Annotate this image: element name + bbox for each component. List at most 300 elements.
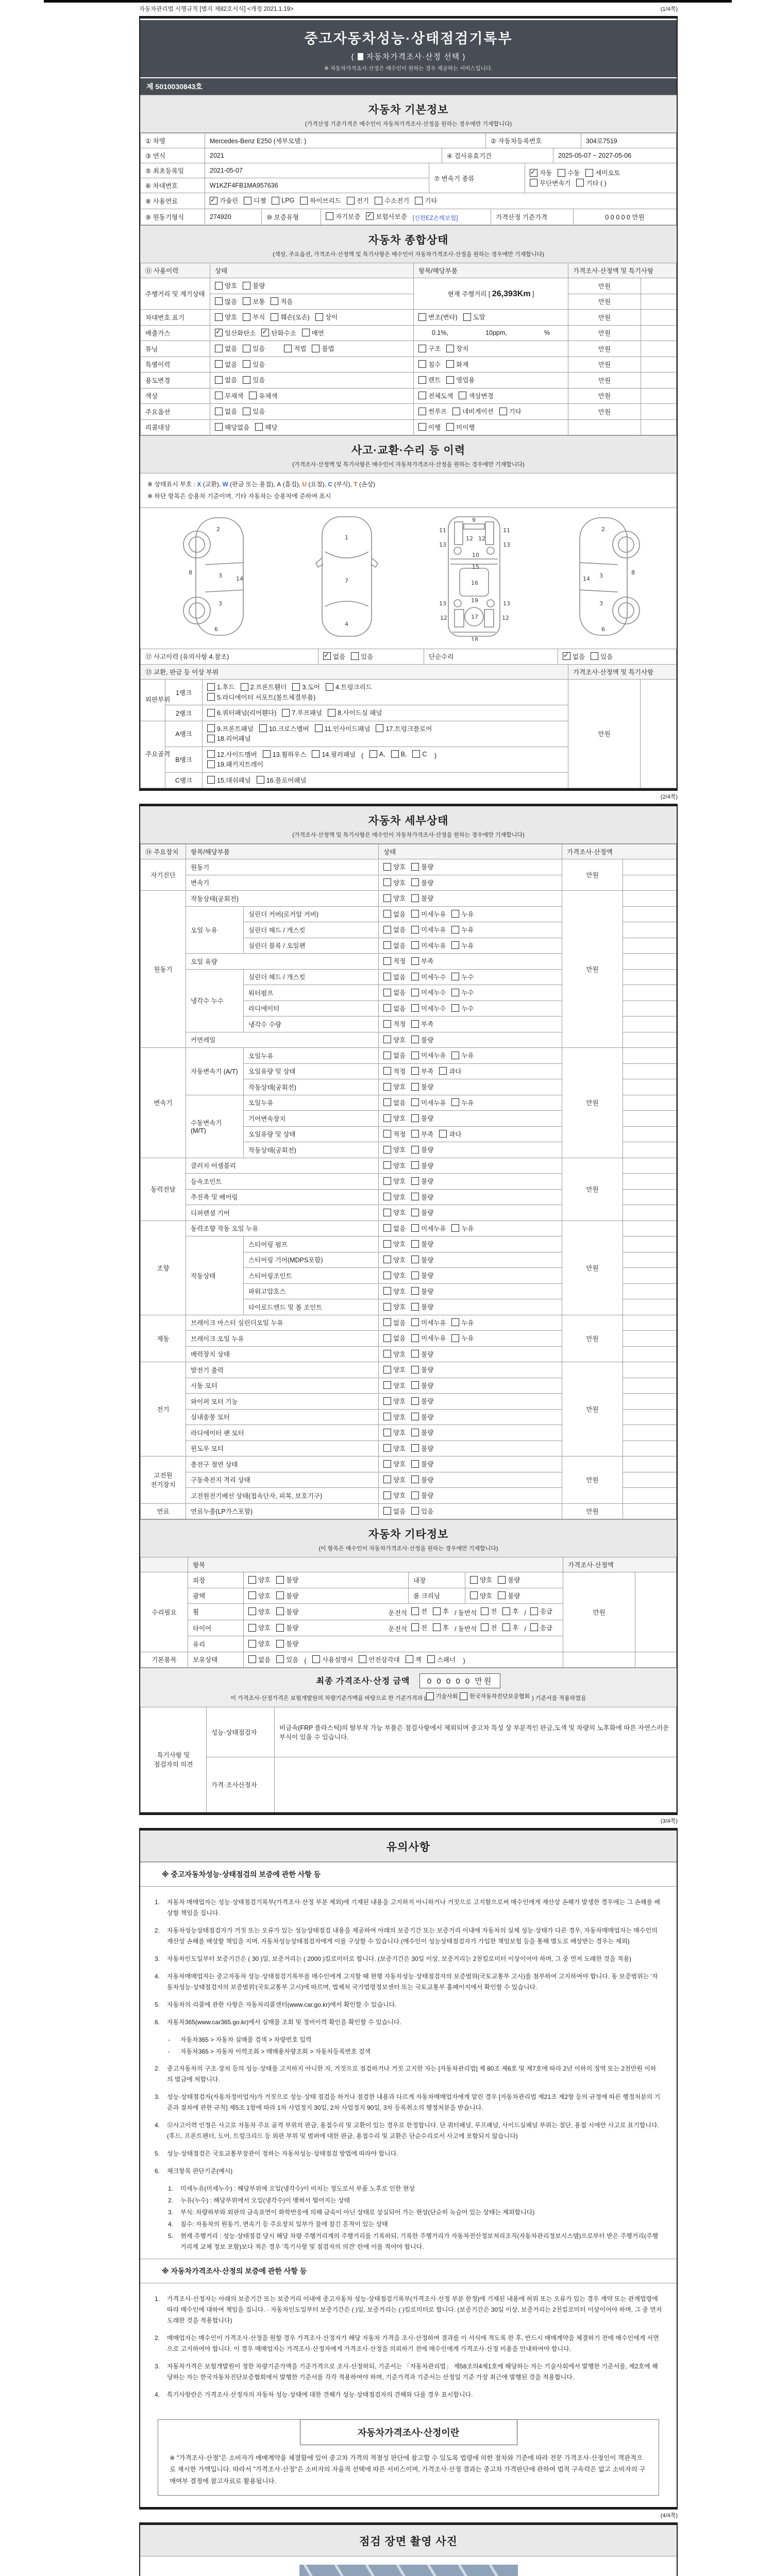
checkbox-양호[interactable]: 양호 bbox=[383, 1270, 406, 1280]
checkbox-수동[interactable]: 수동 bbox=[558, 168, 580, 177]
checkbox-잭[interactable]: 잭 bbox=[406, 1655, 422, 1664]
inline-text: [신한EZ손해보험] bbox=[412, 215, 458, 222]
checkbox-전[interactable]: 전 bbox=[411, 1606, 427, 1616]
rank-label: A랭크 bbox=[165, 721, 203, 747]
checkbox-양호[interactable]: 양호 bbox=[470, 1575, 492, 1584]
checkbox-불량[interactable]: 불량 bbox=[411, 1286, 433, 1296]
notes-cell bbox=[623, 891, 677, 907]
checkbox-후[interactable]: 후 bbox=[433, 1606, 449, 1616]
checkbox-적정[interactable]: 적정 bbox=[383, 1129, 406, 1139]
info-box-title: 자동차가격조사·산정이란 bbox=[300, 2419, 517, 2445]
column-header: ⑭ 주요장치 bbox=[141, 844, 186, 859]
notice-item-number: 2. bbox=[155, 2064, 160, 2072]
checkbox-box-icon bbox=[282, 709, 290, 717]
checkbox-양호[interactable]: 양호 bbox=[383, 1444, 406, 1453]
checkbox-box-icon bbox=[383, 863, 391, 871]
checkbox-양호[interactable]: 양호 bbox=[383, 1035, 406, 1044]
basic-info-row2 bbox=[140, 148, 677, 163]
subgroup-label: 작동상태 bbox=[186, 1236, 244, 1315]
item-label: 작동상태(공회전) bbox=[244, 1142, 379, 1158]
car-name-value: Mercedes-Benz E250 (세부모델: ) bbox=[205, 133, 486, 148]
checkbox-부족[interactable]: 부족 bbox=[411, 1066, 433, 1076]
checkbox-기술사회[interactable]: 기술사회 bbox=[426, 1692, 458, 1700]
report-title: 중고자동차성능·상태점검기록부 bbox=[304, 31, 513, 46]
checkbox-12.사이드멤버[interactable]: 12.사이드멤버 bbox=[207, 750, 257, 759]
checkbox-불량[interactable]: 불량 bbox=[411, 1255, 433, 1264]
checkbox-없음[interactable]: 없음 bbox=[215, 375, 237, 384]
basic-info-row34 bbox=[140, 163, 677, 193]
checkbox-이행[interactable]: 이행 bbox=[418, 422, 441, 432]
checkbox-box-icon bbox=[576, 179, 584, 187]
checkbox-없음[interactable]: 없음 bbox=[383, 925, 406, 934]
checkbox-일산화탄소[interactable]: ✓ 일산화탄소 bbox=[215, 328, 256, 337]
checkbox-없음[interactable]: ✓ 없음 bbox=[563, 652, 585, 661]
notes-cell bbox=[623, 1488, 677, 1504]
checkbox-누유[interactable]: 누유 bbox=[451, 941, 474, 950]
checkbox-box-icon bbox=[383, 1224, 391, 1232]
checkbox-탄화수소[interactable]: ✓ 탄화수소 bbox=[261, 328, 296, 337]
checkbox-양호[interactable]: 양호 bbox=[383, 1286, 406, 1296]
notice-subitem-number: 4. bbox=[168, 2220, 174, 2228]
checkbox-응급[interactable]: 응급 bbox=[530, 1606, 552, 1616]
checkbox-누수[interactable]: 누수 bbox=[451, 988, 474, 997]
checkbox-불량[interactable]: 불량 bbox=[411, 1035, 433, 1044]
checkbox-불량[interactable]: 불량 bbox=[411, 1412, 433, 1421]
checkbox-전[interactable]: 전 bbox=[411, 1623, 427, 1632]
checkbox-미세누수[interactable]: 미세누수 bbox=[411, 1004, 446, 1013]
checkbox-미세누유[interactable]: 미세누유 bbox=[411, 925, 446, 934]
checkbox-양호[interactable]: 양호 bbox=[383, 1365, 406, 1374]
checkbox-적정[interactable]: 적정 bbox=[383, 956, 406, 965]
title-banner bbox=[140, 19, 677, 77]
state-cell bbox=[210, 294, 414, 310]
table-row bbox=[141, 859, 677, 875]
row-label: 리콜대상 bbox=[141, 419, 210, 435]
checkbox-양호[interactable]: 양호 bbox=[383, 1082, 406, 1091]
checkbox-양호[interactable]: 양호 bbox=[383, 1381, 406, 1390]
checkbox-매연[interactable]: 매연 bbox=[302, 328, 324, 337]
car-top-view bbox=[316, 517, 378, 636]
checkbox-있음[interactable]: 있음 bbox=[591, 652, 613, 661]
checkbox-box-icon bbox=[326, 683, 333, 691]
checkbox-box-icon bbox=[383, 1004, 391, 1012]
checkbox-화재[interactable]: 화재 bbox=[446, 360, 468, 369]
checkbox-1.후드[interactable]: 1.후드 bbox=[207, 682, 235, 691]
checkbox-누유[interactable]: 누유 bbox=[451, 909, 474, 919]
checkbox-없음[interactable]: ✓ 없음 bbox=[323, 652, 345, 661]
checkbox-17.트렁크플로어[interactable]: 17.트렁크플로어 bbox=[376, 724, 432, 733]
checkbox-box-icon bbox=[375, 197, 382, 205]
checkbox-영업용[interactable]: 영업용 bbox=[446, 375, 475, 384]
checkbox-가솔린[interactable]: ✓ 가솔린 bbox=[210, 196, 238, 205]
checkbox-기타 ( )[interactable]: 기타 ( ) bbox=[576, 178, 606, 188]
basic-info-row6 bbox=[140, 209, 677, 226]
checkbox-불량[interactable]: 불량 bbox=[411, 1381, 433, 1390]
checkbox-부족[interactable]: 부족 bbox=[411, 1019, 433, 1028]
checkbox-box-icon bbox=[411, 1224, 419, 1232]
checkbox-불법[interactable]: 불법 bbox=[312, 344, 334, 353]
checkbox-양호[interactable]: 양호 bbox=[383, 1490, 406, 1500]
checkbox-한국자동차진단보증협회[interactable]: 한국자동차진단보증협회 bbox=[460, 1692, 530, 1700]
checkbox-자동[interactable]: ✓ 자동 bbox=[530, 168, 552, 177]
checkbox-14.필러패널[interactable]: 14.필러패널 bbox=[312, 750, 356, 759]
checkbox-보험사보증[interactable]: ✓ 보험사보증 bbox=[366, 212, 407, 221]
checkbox-box-icon bbox=[383, 1098, 391, 1106]
checkbox-양호[interactable]: 양호 bbox=[383, 1176, 406, 1185]
checkbox-양호[interactable]: 양호 bbox=[248, 1575, 271, 1584]
table-row bbox=[141, 680, 677, 705]
checkbox-9.프론트패널[interactable]: 9.프론트패널 bbox=[207, 724, 254, 733]
checkbox-box-icon bbox=[383, 957, 391, 965]
checkbox-누유[interactable]: 누유 bbox=[451, 1333, 474, 1343]
checkbox-불량[interactable]: 불량 bbox=[411, 1349, 433, 1359]
checkbox-있음[interactable]: 있음 bbox=[276, 1655, 298, 1664]
engine-type-value: 274920 bbox=[205, 209, 262, 225]
checkbox-누유[interactable]: 누유 bbox=[451, 925, 474, 934]
state-cell bbox=[379, 1362, 562, 1378]
checkbox-해당없음[interactable]: 해당없음 bbox=[215, 422, 249, 432]
checkbox-유채색[interactable]: 유채색 bbox=[249, 391, 277, 400]
checkbox-box-icon bbox=[446, 360, 454, 368]
warranty-options bbox=[321, 209, 491, 225]
checkbox-양호[interactable]: 양호 bbox=[383, 1239, 406, 1248]
info-box-text: ※ "가격조사·산정"은 소비자가 매매계약을 체결함에 있어 중고차 가격의 적절성 판단에 참고할 수 있도록 법령에 의한 절차와 기준에 따라 전문 가격조사·산정인이 객관적으로 제시한 가액입니다. 따라서 "가격조사·산정"은 소비자의 자율적 선택에 따른 서비스이며, 가격조사·산정 결과는 중고차 가격판단에 관하여 법적 구속력은 없고 소비자의 구매여부 결정에 참고자료로 활용됩니다. bbox=[170, 2454, 646, 2485]
checkbox-양호[interactable]: 양호 bbox=[383, 1459, 406, 1468]
checkbox-box-icon bbox=[451, 1098, 459, 1106]
checkbox-있음[interactable]: 있음 bbox=[351, 652, 373, 661]
checkbox-불량[interactable]: 불량 bbox=[411, 862, 433, 871]
checkbox-과다[interactable]: 과다 bbox=[439, 1129, 461, 1139]
checkbox-불량[interactable]: 불량 bbox=[498, 1575, 520, 1584]
checkbox-미세누유[interactable]: 미세누유 bbox=[411, 1050, 446, 1060]
checkbox-box-icon bbox=[383, 1334, 391, 1342]
checkbox-적정[interactable]: 적정 bbox=[383, 1066, 406, 1076]
checkbox-불량[interactable]: 불량 bbox=[411, 1176, 433, 1185]
checkbox-미이행[interactable]: 미이행 bbox=[446, 422, 475, 432]
checkbox-누유[interactable]: 누유 bbox=[451, 1318, 474, 1327]
price-cell: 만원 bbox=[568, 278, 641, 294]
checkbox-적음[interactable]: 적음 bbox=[271, 297, 293, 306]
checkbox-불량[interactable]: 불량 bbox=[276, 1639, 298, 1648]
checkbox-양호[interactable]: 양호 bbox=[248, 1623, 271, 1632]
notice-item-number: 2. bbox=[155, 2334, 160, 2342]
checkbox-부식[interactable]: 부식 bbox=[243, 312, 265, 321]
checkbox-보통[interactable]: 보통 bbox=[243, 297, 265, 306]
checkbox-양호[interactable]: 양호 bbox=[383, 1349, 406, 1359]
checkbox-box-icon bbox=[243, 282, 250, 290]
checkbox-양호[interactable]: 양호 bbox=[383, 1113, 406, 1123]
checkbox-전[interactable]: 전 bbox=[481, 1623, 497, 1632]
notice-item-number: 2. bbox=[155, 1926, 160, 1934]
checkbox-불량[interactable]: 불량 bbox=[411, 1444, 433, 1453]
checkbox-적정[interactable]: 적정 bbox=[383, 1019, 406, 1028]
checkbox-없음[interactable]: 없음 bbox=[215, 406, 237, 416]
table-row bbox=[141, 325, 677, 341]
checkbox-수소전기[interactable]: 수소전기 bbox=[375, 196, 409, 205]
checkbox-불량[interactable]: 불량 bbox=[411, 1302, 433, 1311]
checkbox-없음[interactable]: 없음 bbox=[383, 1333, 406, 1343]
checkbox-없음[interactable]: 없음 bbox=[383, 1004, 406, 1013]
checkbox-box-icon bbox=[241, 683, 248, 691]
checkbox-불량[interactable]: 불량 bbox=[411, 1270, 433, 1280]
checkbox-5.라디에이터 서포트(볼트체결부품)[interactable]: 5.라디에이터 서포트(볼트체결부품) bbox=[207, 692, 315, 702]
checkbox-없음[interactable]: 없음 bbox=[383, 1224, 406, 1233]
checkbox-기타[interactable]: 기타 bbox=[415, 196, 437, 205]
checkbox-하이브리드[interactable]: 하이브리드 bbox=[300, 196, 341, 205]
checkbox-양호[interactable]: 양호 bbox=[383, 862, 406, 871]
checkbox-box-icon bbox=[411, 1476, 419, 1483]
checkbox-불량[interactable]: 불량 bbox=[411, 1428, 433, 1437]
checkbox-3.도어[interactable]: 3.도어 bbox=[292, 682, 320, 691]
checkbox-훼손(오손)[interactable]: 훼손(오손) bbox=[271, 312, 310, 321]
notice-item bbox=[155, 2361, 662, 2383]
checkbox-C[interactable]: C bbox=[412, 750, 427, 758]
svg-text:8: 8 bbox=[188, 569, 192, 576]
checkbox-썬루프[interactable]: 썬루프 bbox=[418, 406, 447, 416]
checkbox-불량[interactable]: 불량 bbox=[411, 1475, 433, 1484]
notes-cell bbox=[641, 294, 677, 310]
checkbox-미세누유[interactable]: 미세누유 bbox=[411, 909, 446, 919]
notice-item-number: 4. bbox=[155, 1972, 160, 1980]
checkbox-미세누수[interactable]: 미세누수 bbox=[411, 972, 446, 981]
checkbox-불량[interactable]: 불량 bbox=[276, 1623, 298, 1632]
price-cell: 만원 bbox=[562, 1048, 623, 1158]
checkbox-장치[interactable]: 장치 bbox=[446, 344, 468, 353]
checkbox-양호[interactable]: 양호 bbox=[215, 312, 237, 321]
checkbox-불량[interactable]: 불량 bbox=[243, 281, 265, 290]
basic-info-subtitle: (가격산정 기준가격은 매수인이 자동차가격조사·산정을 원하는 경우에만 기재합니다) bbox=[305, 121, 512, 127]
notes-cell bbox=[641, 341, 677, 357]
checkbox-없음[interactable]: 없음 bbox=[215, 344, 237, 353]
notice-subitem-number: - bbox=[168, 2047, 170, 2055]
checkbox-미세누수[interactable]: 미세누수 bbox=[411, 988, 446, 997]
state-code-desc: (판금 또는 용접), bbox=[230, 481, 277, 488]
row-label: 색상 bbox=[141, 388, 210, 404]
checkbox-양호[interactable]: 양호 bbox=[383, 1161, 406, 1170]
checkbox-후[interactable]: 후 bbox=[433, 1623, 449, 1632]
checkbox-양호[interactable]: 양호 bbox=[383, 1396, 406, 1405]
checkbox-부족[interactable]: 부족 bbox=[411, 956, 433, 965]
checkbox-없음[interactable]: 없음 bbox=[383, 909, 406, 919]
checkbox-B,[interactable]: B, bbox=[391, 750, 407, 758]
checkbox-13.휠하우스[interactable]: 13.휠하우스 bbox=[263, 750, 307, 759]
checkbox-불량[interactable]: 불량 bbox=[411, 1459, 433, 1468]
checkbox-box-icon bbox=[215, 282, 223, 290]
checkbox-box-icon bbox=[411, 1607, 419, 1615]
checkbox-있음[interactable]: 있음 bbox=[243, 406, 265, 416]
checkbox-15.대쉬패널[interactable]: 15.대쉬패널 bbox=[207, 775, 251, 785]
checkbox-box-icon bbox=[418, 360, 426, 368]
checkbox-불량[interactable]: 불량 bbox=[411, 1113, 433, 1123]
first-reg-label: ⑤ 최초등록일 bbox=[141, 163, 205, 178]
checkbox-불량[interactable]: 불량 bbox=[411, 1396, 433, 1405]
checkbox-양호[interactable]: 양호 bbox=[383, 1192, 406, 1201]
checkbox-누유[interactable]: 누유 bbox=[451, 1050, 474, 1060]
checkbox-양호[interactable]: 양호 bbox=[248, 1591, 271, 1600]
checkbox-미세누유[interactable]: 미세누유 bbox=[411, 1318, 446, 1327]
checkbox-스패너[interactable]: 스패너 bbox=[427, 1655, 456, 1664]
checkbox-침수[interactable]: 침수 bbox=[418, 360, 441, 369]
checkbox-16.플로어패널[interactable]: 16.플로어패널 bbox=[257, 775, 307, 785]
checkbox-도말[interactable]: 도말 bbox=[463, 312, 485, 321]
state-code-desc: (흠집), bbox=[282, 481, 303, 488]
checkbox-많음[interactable]: 많음 bbox=[215, 297, 237, 306]
checkbox-양호[interactable]: 양호 bbox=[383, 893, 406, 903]
checkbox-불량[interactable]: 불량 bbox=[411, 1161, 433, 1170]
checkbox-6.쿼터패널(리어휀다)[interactable]: 6.쿼터패널(리어휀다) bbox=[207, 708, 276, 717]
checkbox-있음[interactable]: 있음 bbox=[243, 344, 265, 353]
table-row bbox=[141, 1315, 677, 1331]
checkbox-없음[interactable]: 없음 bbox=[383, 988, 406, 997]
checkbox-있음[interactable]: 있음 bbox=[243, 360, 265, 369]
checkbox-불량[interactable]: 불량 bbox=[411, 1145, 433, 1154]
checkbox-누유[interactable]: 누유 bbox=[451, 1224, 474, 1233]
checkbox-누수[interactable]: 누수 bbox=[451, 972, 474, 981]
row-label: 배출가스 bbox=[141, 325, 210, 341]
state-cell bbox=[379, 1315, 562, 1331]
checkbox-8.사이드실 패널[interactable]: 8.사이드실 패널 bbox=[328, 708, 382, 717]
checkbox-양호[interactable]: 양호 bbox=[383, 1145, 406, 1154]
checkbox-사용설명서[interactable]: 사용설명서 bbox=[312, 1655, 353, 1664]
checkbox-불량[interactable]: 불량 bbox=[411, 1490, 433, 1500]
detail-state-table bbox=[140, 844, 677, 1519]
item-label: 동력조향 작동 오일 누유 bbox=[186, 1221, 379, 1236]
checkbox-전[interactable]: 전 bbox=[481, 1606, 497, 1616]
row-label: 주요옵션 bbox=[141, 404, 210, 420]
item-label: 와이퍼 모터 기능 bbox=[186, 1394, 379, 1410]
checkbox-없음[interactable]: 없음 bbox=[383, 1050, 406, 1060]
checkbox-양호[interactable]: 양호 bbox=[215, 281, 237, 290]
checkbox-없음[interactable]: 없음 bbox=[383, 1318, 406, 1327]
checkbox-양호[interactable]: 양호 bbox=[248, 1607, 271, 1616]
checkbox-불량[interactable]: 불량 bbox=[411, 1365, 433, 1374]
checkbox-불량[interactable]: 불량 bbox=[411, 1192, 433, 1201]
checkbox-해당[interactable]: 해당 bbox=[255, 422, 277, 432]
checkbox-불량[interactable]: 불량 bbox=[276, 1607, 298, 1616]
checkbox-변조(변타)[interactable]: 변조(변타) bbox=[418, 312, 458, 321]
checkbox-네비게이션[interactable]: 네비게이션 bbox=[452, 406, 493, 416]
checkbox-누수[interactable]: 누수 bbox=[451, 1004, 474, 1013]
vin-label: ⑥ 차대번호 bbox=[141, 178, 205, 193]
notice-item-text: 자동차 매매업자는 성능·상태점검기록부(가격조사·산정 부분 제외)에 기재된 내용을 고지하지 아니하거나 거짓으로 고지함으로써 매수인에게 재산상 손해가 발생한 경우에는 그 손해를 배상할 책임을 집니다. bbox=[167, 1898, 660, 1917]
checkbox-없음[interactable]: 없음 bbox=[248, 1655, 271, 1664]
item-label: 오일누유 bbox=[244, 1048, 379, 1064]
checkbox-box-icon bbox=[248, 1624, 256, 1632]
state-cell bbox=[379, 1236, 562, 1252]
checkbox-불량[interactable]: 불량 bbox=[411, 1082, 433, 1091]
notes-cell bbox=[623, 969, 677, 985]
table-row bbox=[141, 404, 677, 420]
checkbox-2.프론트휀더[interactable]: 2.프론트휀더 bbox=[241, 682, 287, 691]
checkbox-불량[interactable]: 불량 bbox=[411, 1208, 433, 1217]
notice-item-text: 매매업자는 매수인이 가격조사·산정을 원할 경우 가격조사·산정자가 해당 자동차 가격을 조사·산정하여 결과를 이 서식에 적도록 한 후, 반드시 매매계약을 체결하기 전에 매수인에게 서면으로 고지하여야 합니다. 이 경우 매매업자는 가격조사·산정자에게 가격조사·산정을 의뢰하기 전에 매수인에게 가격조사·산정 비용을 안내하여야 합니다. bbox=[167, 2334, 659, 2352]
checkbox-불량[interactable]: 불량 bbox=[411, 893, 433, 903]
checkbox-기타[interactable]: 기타 bbox=[499, 406, 522, 416]
checkbox-10.크로스멤버[interactable]: 10.크로스멤버 bbox=[259, 724, 309, 733]
checkbox-후[interactable]: 후 bbox=[502, 1606, 518, 1616]
checkbox-부족[interactable]: 부족 bbox=[411, 1129, 433, 1139]
checkbox-양호[interactable]: 양호 bbox=[470, 1591, 492, 1600]
price-cell: 만원 bbox=[568, 372, 641, 388]
checkbox-없음[interactable]: 없음 bbox=[383, 1506, 406, 1516]
checkbox-양호[interactable]: 양호 bbox=[383, 878, 406, 887]
checkbox-미세누유[interactable]: 미세누유 bbox=[411, 941, 446, 950]
checkbox-11.인사이드패널[interactable]: 11.인사이드패널 bbox=[315, 724, 371, 733]
notice-item-number: 3. bbox=[155, 2362, 160, 2370]
checkbox-양호[interactable]: 양호 bbox=[383, 1428, 406, 1437]
checkbox-없음[interactable]: 없음 bbox=[383, 972, 406, 981]
checkbox-후[interactable]: 후 bbox=[502, 1623, 518, 1632]
checkbox-box-icon bbox=[383, 1366, 391, 1374]
checkbox-있음[interactable]: 있음 bbox=[243, 375, 265, 384]
checkbox-양호[interactable]: 양호 bbox=[383, 1475, 406, 1484]
checkbox-세미오토[interactable]: 세미오토 bbox=[585, 168, 620, 177]
checkbox-과다[interactable]: 과다 bbox=[439, 1066, 461, 1076]
checkbox-box-icon bbox=[502, 1607, 510, 1615]
checkbox-색상변경[interactable]: 색상변경 bbox=[459, 391, 493, 400]
checkbox-양호[interactable]: 양호 bbox=[248, 1639, 271, 1648]
checkbox-상이[interactable]: 상이 bbox=[315, 312, 338, 321]
checkbox-불량[interactable]: 불량 bbox=[411, 878, 433, 887]
checkbox-양호[interactable]: 양호 bbox=[383, 1302, 406, 1311]
checkbox-7.루프패널[interactable]: 7.루프패널 bbox=[282, 708, 322, 717]
checkbox-디젤[interactable]: 디젤 bbox=[244, 196, 266, 205]
checkbox-있음[interactable]: 있음 bbox=[411, 1506, 433, 1516]
checkbox-미세누유[interactable]: 미세누유 bbox=[411, 1224, 446, 1233]
checkbox-불량[interactable]: 불량 bbox=[411, 1239, 433, 1248]
checkbox-전체도색[interactable]: 전체도색 bbox=[418, 391, 453, 400]
checkbox-렌트[interactable]: 렌트 bbox=[418, 375, 441, 384]
checkbox-4.트렁크리드[interactable]: 4.트렁크리드 bbox=[326, 682, 372, 691]
checkbox-구조[interactable]: 구조 bbox=[418, 344, 441, 353]
checkbox-불량[interactable]: 불량 bbox=[276, 1591, 298, 1600]
state-cell bbox=[379, 1283, 562, 1299]
checkbox-안전삼각대[interactable]: 안전삼각대 bbox=[359, 1655, 399, 1664]
checkbox-없음[interactable]: 없음 bbox=[383, 941, 406, 950]
checkbox-전기[interactable]: 전기 bbox=[347, 196, 369, 205]
checkbox-LPG[interactable]: LPG bbox=[272, 197, 294, 205]
checkbox-미세누유[interactable]: 미세누유 bbox=[411, 1333, 446, 1343]
checkbox-box-icon bbox=[411, 1492, 419, 1499]
checkbox-누유[interactable]: 누유 bbox=[451, 1098, 474, 1107]
checkbox-미세누유[interactable]: 미세누유 bbox=[411, 1098, 446, 1107]
checkbox-양호[interactable]: 양호 bbox=[383, 1208, 406, 1217]
checkbox-box-icon bbox=[470, 1591, 478, 1599]
checkbox-18.리어패널[interactable]: 18.리어패널 bbox=[207, 734, 251, 743]
checkbox-자기보증[interactable]: 자기보증 bbox=[326, 212, 360, 221]
checkbox-무채색[interactable]: 무채색 bbox=[215, 391, 243, 400]
checkbox-불량[interactable]: 불량 bbox=[276, 1575, 298, 1584]
checkbox-불량[interactable]: 불량 bbox=[498, 1591, 520, 1600]
checkbox-box-icon bbox=[383, 1350, 391, 1358]
overall-title: 자동차 종합상태 bbox=[368, 234, 449, 246]
checkbox-box-icon bbox=[383, 1256, 391, 1263]
checkbox-box-icon bbox=[563, 652, 570, 660]
checkbox-적법[interactable]: 적법 bbox=[284, 344, 306, 353]
svg-text:14: 14 bbox=[236, 575, 243, 582]
checkbox-없음[interactable]: 없음 bbox=[383, 1098, 406, 1107]
checkbox-A,[interactable]: A, bbox=[369, 750, 385, 758]
checkbox-응급[interactable]: 응급 bbox=[530, 1623, 552, 1632]
state-cell bbox=[379, 1268, 562, 1284]
item-label: 실린더 블록 / 오일팬 bbox=[244, 938, 379, 954]
checkbox-양호[interactable]: 양호 bbox=[383, 1255, 406, 1264]
checkbox-무단변속기[interactable]: 무단변속기 bbox=[530, 178, 570, 188]
checkbox-19.패키지트레이[interactable]: 19.패키지트레이 bbox=[207, 759, 263, 769]
checkbox-양호[interactable]: 양호 bbox=[383, 1412, 406, 1421]
item-label: 클러치 어셈블리 bbox=[186, 1158, 379, 1174]
checkbox-없음[interactable]: 없음 bbox=[215, 360, 237, 369]
